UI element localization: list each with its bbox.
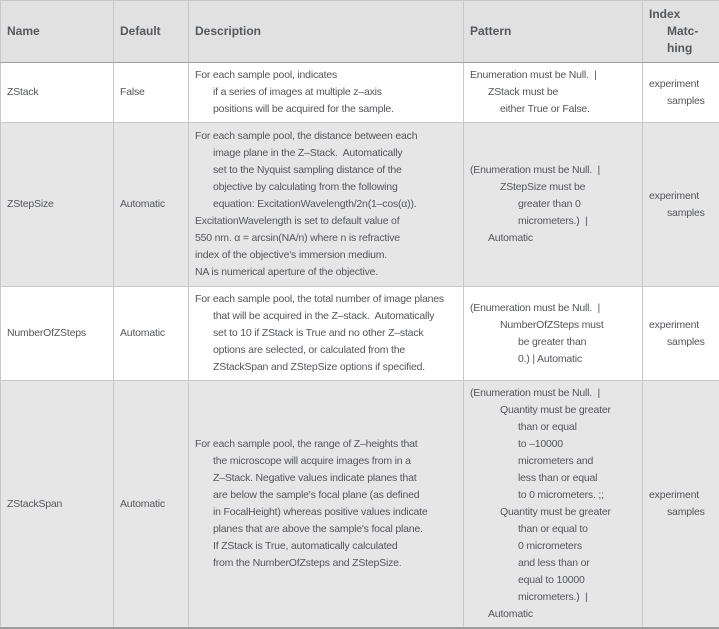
text-line: image plane in the Z–Stack. Automatically [195, 145, 455, 162]
cell-name: ZStackSpan [1, 381, 114, 629]
table-header [1, 1, 719, 63]
cell-default: Automatic [114, 287, 189, 381]
cell-description [189, 123, 464, 287]
text-line: (Enumeration must be Null. | [470, 162, 634, 179]
text-line: greater than 0 [470, 196, 634, 213]
cell-default: False [114, 63, 189, 123]
text-line: are below the sample's focal plane (as defined [195, 487, 455, 504]
text-line: positions will be acquired for the sample. [195, 101, 455, 118]
header-row [1, 1, 719, 63]
text-line: in FocalHeight) whereas positive values indicate [195, 504, 455, 521]
text-line: For each sample pool, the total number of image planes [195, 291, 455, 308]
cell-description [189, 381, 464, 629]
text-line: Quantity must be greater [470, 504, 634, 521]
cell-description [189, 287, 464, 381]
text-line: ZStack must be [470, 84, 634, 101]
text-line: from the NumberOfZsteps and ZStepSize. [195, 555, 455, 572]
text-line: less than or equal [470, 470, 634, 487]
text-line: samples [649, 504, 711, 521]
text-line: micrometers.) | [470, 589, 634, 606]
text-line: (Enumeration must be Null. | [470, 385, 634, 402]
text-line: samples [649, 93, 711, 110]
cell-pattern [464, 63, 643, 123]
text-line: 0 micrometers [470, 538, 634, 555]
text-line: ZStackSpan and ZStepSize options if specified. [195, 359, 455, 376]
text-line: experiment [649, 487, 711, 504]
text-line: Automatic [470, 230, 634, 247]
cell-name: ZStack [1, 63, 114, 123]
text-line: be greater than [470, 334, 634, 351]
table-body [1, 63, 719, 629]
text-line: If ZStack is True, automatically calculated [195, 538, 455, 555]
text-line: ZStepSize must be [470, 179, 634, 196]
cell-pattern [464, 287, 643, 381]
cell-index-matching [643, 123, 719, 287]
text-line: For each sample pool, indicates [195, 67, 455, 84]
text-line: micrometers and [470, 453, 634, 470]
text-line: ExcitationWavelength is set to default value of [195, 213, 455, 230]
text-line: equal to 10000 [470, 572, 634, 589]
text-line: that will be acquired in the Z–stack. Automatically [195, 308, 455, 325]
text-line: than or equal to [470, 521, 634, 538]
text-line: Enumeration must be Null. | [470, 67, 634, 84]
text-line: Matc- [649, 23, 711, 40]
table-row [1, 123, 719, 287]
text-line: Quantity must be greater [470, 402, 634, 419]
cell-description [189, 63, 464, 123]
table-row [1, 63, 719, 123]
text-line: samples [649, 334, 711, 351]
cell-pattern [464, 123, 643, 287]
text-line: index of the objective's immersion medium. [195, 247, 455, 264]
text-line: For each sample pool, the distance between each [195, 128, 455, 145]
text-line: set to 10 if ZStack is True and no other Z–stack [195, 325, 455, 342]
text-line: options are selected, or calculated from the [195, 342, 455, 359]
text-line: NumberOfZSteps must [470, 317, 634, 334]
cell-default: Automatic [114, 123, 189, 287]
cell-index-matching [643, 381, 719, 629]
column-header-index-matching [643, 1, 719, 63]
text-line: experiment [649, 76, 711, 93]
text-line: equation: ExcitationWavelength/2n(1–cos(α)). [195, 196, 455, 213]
column-header-default: Default [114, 1, 189, 63]
text-line: hing [649, 40, 711, 57]
column-header-name: Name [1, 1, 114, 63]
text-line: samples [649, 205, 711, 222]
text-line: objective by calculating from the following [195, 179, 455, 196]
text-line: 550 nm. α = arcsin(NA/n) where n is refractive [195, 230, 455, 247]
table-row [1, 381, 719, 629]
cell-name: NumberOfZSteps [1, 287, 114, 381]
text-line: than or equal [470, 419, 634, 436]
text-line: and less than or [470, 555, 634, 572]
text-line: For each sample pool, the range of Z–heights that [195, 436, 455, 453]
text-line: NA is numerical aperture of the objective. [195, 264, 455, 281]
column-header-pattern: Pattern [464, 1, 643, 63]
text-line: set to the Nyquist sampling distance of the [195, 162, 455, 179]
text-line: micrometers.) | [470, 213, 634, 230]
cell-pattern [464, 381, 643, 629]
text-line: experiment [649, 317, 711, 334]
cell-index-matching [643, 63, 719, 123]
text-line: planes that are above the sample's focal plane. [195, 521, 455, 538]
text-line: Z–Stack. Negative values indicate planes that [195, 470, 455, 487]
text-line: (Enumeration must be Null. | [470, 300, 634, 317]
text-line: to 0 micrometers. ;; [470, 487, 634, 504]
text-line: either True or False. [470, 101, 634, 118]
column-header-description: Description [189, 1, 464, 63]
text-line: Index [649, 6, 711, 23]
text-line: Automatic [470, 606, 634, 623]
table-row [1, 287, 719, 381]
cell-name: ZStepSize [1, 123, 114, 287]
text-line: the microscope will acquire images from in a [195, 453, 455, 470]
text-line: experiment [649, 188, 711, 205]
text-line: 0.) | Automatic [470, 351, 634, 368]
cell-default: Automatic [114, 381, 189, 629]
text-line: to –10000 [470, 436, 634, 453]
text-line: if a series of images at multiple z–axis [195, 84, 455, 101]
cell-index-matching [643, 287, 719, 381]
